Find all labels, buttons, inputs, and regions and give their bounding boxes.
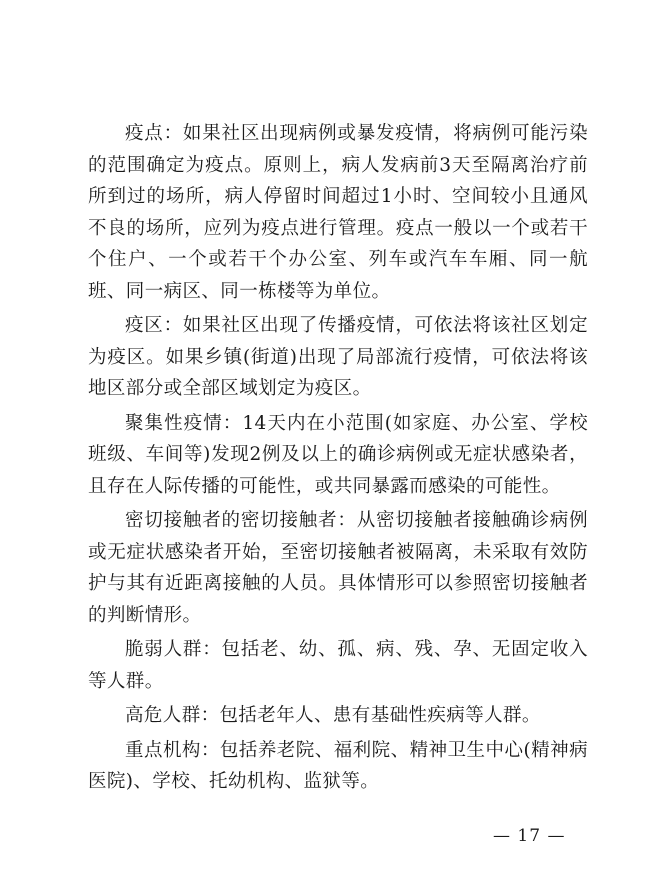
page-number: — 17 — <box>493 826 566 846</box>
paragraph-secondary-close-contacts: 密切接触者的密切接触者：从密切接触者接触确诊病例或无症状感染者开始，至密切接触者被隔离，未采取有效防护与其有近距离接触的人员。具体情形可以参照密切接触者的判断情形。 <box>88 510 588 626</box>
paragraph-epidemic-area: 疫区：如果社区出现了传播疫情，可依法将该社区划定为疫区。如果乡镇(街道)出现了局部流行疫情，可依法将该地区部分或全部区域划定为疫区。 <box>88 315 588 399</box>
paragraph-epidemic-point: 疫点：如果社区出现病例或暴发疫情，将病例可能污染的范围确定为疫点。原则上，病人发病前3天至隔离治疗前所到过的场所，病人停留时间超过1小时、空间较小且通风不良的场所，应列为疫点进行管理。疫点一般以一个或若干个住户、一个或若干个办公室、列车或汽车车厢、同一航班、同一病区、同一栋楼等为单位。 <box>88 123 588 302</box>
paragraph-vulnerable-groups: 脆弱人群：包括老、幼、孤、病、残、孕、无固定收入等人群。 <box>88 639 588 692</box>
paragraph-cluster-outbreak: 聚集性疫情：14天内在小范围(如家庭、办公室、学校班级、车间等)发现2例及以上的确诊病例或无症状感染者，且存在人际传播的可能性，或共同暴露而感染的可能性。 <box>88 412 588 497</box>
paragraph-key-institutions: 重点机构：包括养老院、福利院、精神卫生中心(精神病医院)、学校、托幼机构、监狱等。 <box>88 739 588 792</box>
paragraph-high-risk-groups: 高危人群：包括老年人、患有基础性疾病等人群。 <box>125 705 541 726</box>
document-body <box>88 118 588 801</box>
